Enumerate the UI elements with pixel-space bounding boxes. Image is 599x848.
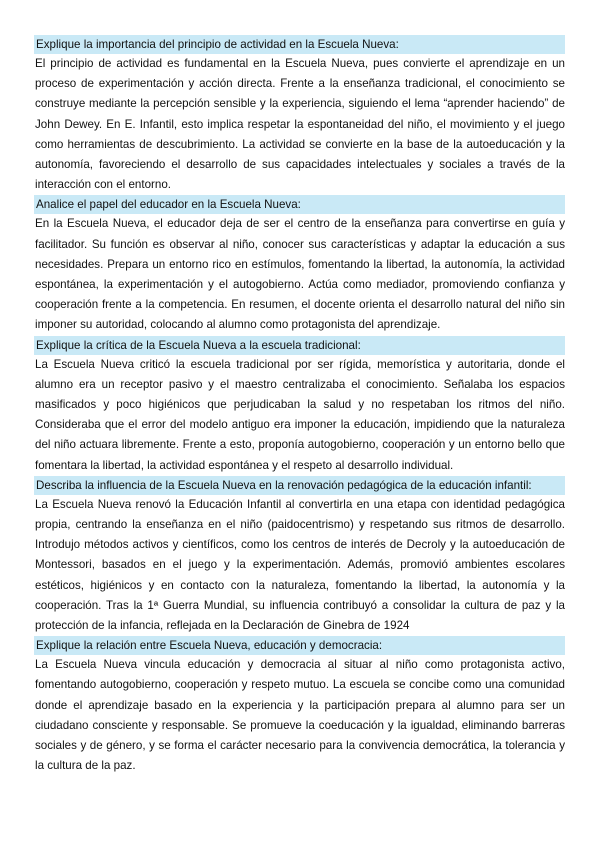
question-heading: Explique la importancia del principio de actividad en la Escuela Nueva: xyxy=(34,35,565,54)
document-body xyxy=(34,35,565,777)
section-principio-actividad xyxy=(34,35,565,195)
section-educacion-democracia xyxy=(34,636,565,776)
answer-paragraph: El principio de actividad es fundamental en la Escuela Nueva, pues convierte el aprendizaje en un proceso de experimentación y acción directa. Frente a la enseñanza tradicional, el conocimiento se construye mediante la percepción sensible y la experiencia, siguiendo el lema “aprender haciendo” de John Dewey. En E. Infantil, esto implica respetar la espontaneidad del niño, el movimiento y el juego como herramientas de descubrimiento. La actividad se convierte en la base de la autoeducación y la autonomía, favoreciendo el desarrollo de sus capacidades intelectuales y sociales a través de la interacción con el entorno. xyxy=(35,57,565,192)
question-heading: Explique la crítica de la Escuela Nueva a la escuela tradicional: xyxy=(34,336,565,355)
answer-paragraph: La Escuela Nueva criticó la escuela tradicional por ser rígida, memorística y autoritaria, donde el alumno era un receptor pasivo y el maestro centralizaba el conocimiento. Señalaba los espacios masificados y poco higiénicos que perjudicaban la salud y no respetaban los ritmos del niño. Consideraba que el error del modelo antiguo era imponer la educación, impidiendo que la naturaleza del niño actuara libremente. Frente a esto, proponía autogobierno, cooperación y un entorno bello que fomentara la libertad, la actividad espontánea y el respeto al desarrollo individual. xyxy=(35,357,565,472)
section-papel-educador xyxy=(34,195,565,335)
answer-paragraph: La Escuela Nueva vincula educación y democracia al situar al niño como protagonista activo, fomentando autogobierno, cooperación y respeto mutuo. La escuela se concibe como una comunidad donde el aprendizaje basado en la experiencia y la participación prepara al alumno para ser un ciudadano consciente y responsable. Se promueve la coeducación y la igualdad, eliminando barreras sociales y de género, y se forma el carácter necesario para la convivencia democrática, la tolerancia y la cultura de la paz. xyxy=(35,658,565,773)
question-heading: Explique la relación entre Escuela Nueva, educación y democracia: xyxy=(34,636,565,655)
section-critica-escuela-tradicional xyxy=(34,336,565,476)
section-influencia-renovacion xyxy=(34,476,565,636)
answer-paragraph: En la Escuela Nueva, el educador deja de ser el centro de la enseñanza para convertirse en guía y facilitador. Su función es observar al niño, conocer sus características y adaptar la educación a sus necesidades. Prepara un entorno rico en estímulos, fomentando la libertad, la autonomía, la actividad espontánea, la experimentación y el autogobierno. Actúa como mediador, promoviendo confianza y cooperación frente a la competencia. En resumen, el docente orienta el desarrollo natural del niño sin imponer su autoridad, colocando al alumno como protagonista del aprendizaje. xyxy=(35,217,565,332)
question-heading: Analice el papel del educador en la Escuela Nueva: xyxy=(34,195,565,214)
answer-paragraph: La Escuela Nueva renovó la Educación Infantil al convertirla en una etapa con identidad pedagógica propia, centrando la enseñanza en el niño (paidocentrismo) y respetando sus ritmos de desarrollo. Introdujo métodos activos y científicos, como los centros de interés de Decroly y la autoeducación de Montessori, basados en el juego y la experimentación. Además, promovió ambientes escolares estéticos, higiénicos y en contacto con la naturaleza, fomentando la libertad, la autonomía y la cooperación. Tras la 1ª Guerra Mundial, su influencia contribuyó a consolidar la cultura de paz y la protección de la infancia, reflejada en la Declaración de Ginebra de 1924 xyxy=(35,497,565,633)
question-heading: Describa la influencia de la Escuela Nueva en la renovación pedagógica de la educación infantil: xyxy=(34,476,565,495)
